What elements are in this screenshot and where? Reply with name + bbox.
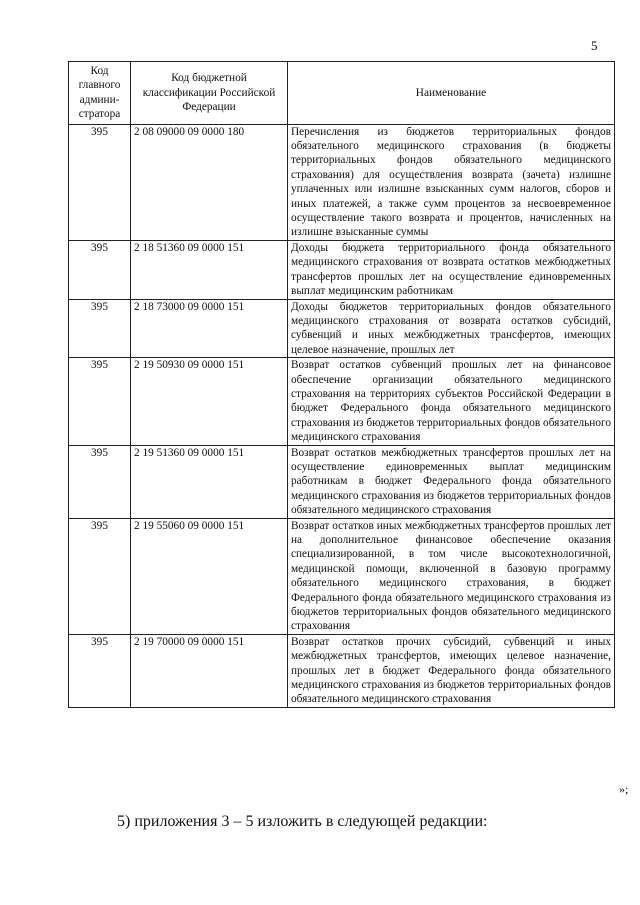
table-row: [69, 445, 615, 518]
header-name: Наименование: [288, 62, 615, 125]
budget-code-cell: 2 18 51360 09 0000 151: [131, 240, 288, 299]
table-header-row: [69, 62, 615, 125]
name-cell: Перечисления из бюджетов территориальных фондов обязательного медицинского страхования (в бюджеты территориальных фондов обязательного медицинского страхования) для осуществления возврата (зачета) излишне уплаченных или излишне взысканных сумм налогов, сборов и иных платежей, а также сумм процентов за несвоевременное осуществление такого возврата и процентов, начисленных на излишне взысканные суммы: [288, 124, 615, 240]
budget-code-cell: 2 08 09000 09 0000 180: [131, 124, 288, 240]
page-number: 5: [591, 38, 598, 53]
table-row: [69, 299, 615, 358]
admin-code-cell: 395: [69, 240, 131, 299]
admin-code-cell: 395: [69, 518, 131, 634]
admin-code-cell: 395: [69, 634, 131, 707]
budget-classification-table: [68, 61, 615, 708]
admin-code-cell: 395: [69, 299, 131, 358]
table-row: [69, 240, 615, 299]
budget-code-cell: 2 19 51360 09 0000 151: [131, 445, 288, 518]
name-cell: Возврат остатков прочих субсидий, субвенций и иных межбюджетных трансфертов, имеющих целевое назначение, прошлых лет в бюджет Федерального фонда обязательного медицинского страхования из бюджетов территориальных фондов обязательного медицинского страхования: [288, 634, 615, 707]
admin-code-cell: 395: [69, 445, 131, 518]
name-cell: Возврат остатков межбюджетных трансфертов прошлых лет на осуществление единовременных выплат медицинским работникам в бюджет Федерального фонда обязательного медицинского страхования из бюджетов территориальных фондов обязательного медицинского страхования: [288, 445, 615, 518]
admin-code-cell: 395: [69, 358, 131, 445]
name-cell: Доходы бюджетов территориальных фондов обязательного медицинского страхования от возврата остатков субсидий, субвенций и иных межбюджетных трансфертов, имеющих целевое назначение, прошлых лет: [288, 299, 615, 358]
header-admin-code: Код главного админи-стратора: [69, 62, 131, 125]
budget-code-cell: 2 18 73000 09 0000 151: [131, 299, 288, 358]
header-budget-code: Код бюджетной классификации Российской Федерации: [131, 62, 288, 125]
closing-quote: »;: [619, 782, 629, 796]
amendment-instruction: 5) приложения 3 – 5 изложить в следующей редакции:: [117, 813, 488, 830]
name-cell: Доходы бюджета территориального фонда обязательного медицинского страхования от возврата остатков межбюджетных трансфертов прошлых лет на осуществление единовременных выплат медицинским работникам: [288, 240, 615, 299]
budget-code-cell: 2 19 50930 09 0000 151: [131, 358, 288, 445]
table-row: [69, 518, 615, 634]
budget-code-cell: 2 19 70000 09 0000 151: [131, 634, 288, 707]
name-cell: Возврат остатков иных межбюджетных трансфертов прошлых лет на дополнительное финансовое обеспечение оказания специализированной, в том числе высокотехнологичной, медицинской помощи, включенной в базовую программу обязательного медицинского страхования, в бюджет Федерального фонда обязательного медицинского страхования из бюджетов территориальных фондов обязательного медицинского страхования: [288, 518, 615, 634]
table-row: [69, 634, 615, 707]
table-row: [69, 358, 615, 445]
name-cell: Возврат остатков субвенций прошлых лет на финансовое обеспечение организации обязательного медицинского страхования на территориях субъектов Российской Федерации в бюджет Федерального фонда обязательного медицинского страхования из бюджетов территориальных фондов обязательного медицинского страхования: [288, 358, 615, 445]
table-row: [69, 124, 615, 240]
budget-code-cell: 2 19 55060 09 0000 151: [131, 518, 288, 634]
admin-code-cell: 395: [69, 124, 131, 240]
